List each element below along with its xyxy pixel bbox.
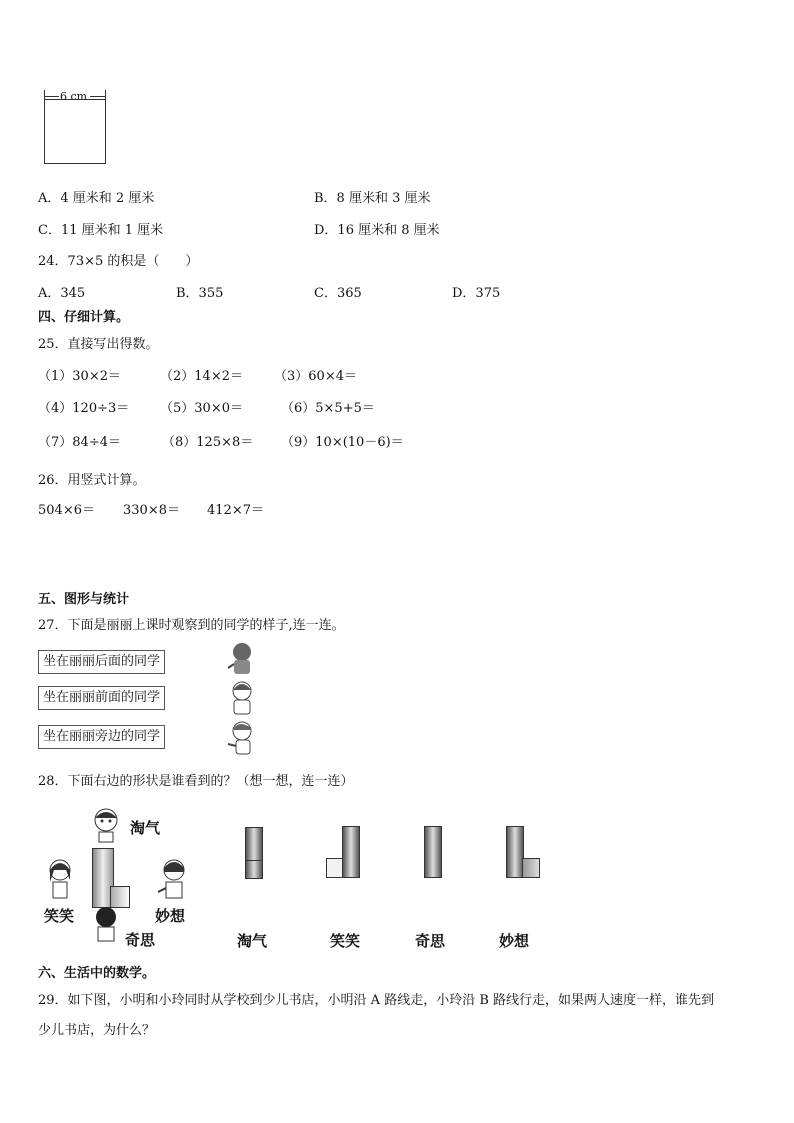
student-back-view-image	[224, 640, 260, 678]
q26-question: 26．用竖式计算。	[38, 473, 146, 488]
q25-question: 25．直接写出得数。	[38, 337, 159, 352]
miaoxiang-figure-image	[154, 856, 190, 904]
view-shape-1-divider	[245, 860, 261, 861]
q25-item: （6）5×5+5＝	[281, 401, 375, 416]
section-6-title: 六、生活中的数学。	[38, 966, 156, 981]
view-label-1: 淘气	[237, 932, 268, 950]
q29-line-2: 少儿书店，为什么？	[38, 1023, 156, 1038]
q25-item: （5）30×0＝	[160, 401, 243, 416]
q24-option-b: B．355	[176, 286, 224, 301]
qisi-label: 奇思	[125, 931, 156, 949]
q24-option-c: C．365	[314, 286, 362, 301]
view-label-3: 奇思	[415, 932, 446, 950]
q27-question: 27．下面是丽丽上课时观察到的同学的样子,连一连。	[38, 618, 345, 633]
xiaoxiao-label: 笑笑	[44, 907, 75, 925]
q26-item: 504×6＝	[38, 503, 95, 518]
q29-line-1: 29．如下图，小明和小玲同时从学校到少儿书店，小明沿 A 路线走，小玲沿 B 路线行走，如果两人速度一样，谁先到	[38, 993, 715, 1008]
section-5-title: 五、图形与统计	[38, 592, 130, 607]
q23-option-a: A．4 厘米和 2 厘米	[38, 191, 155, 206]
view-shape-4-small	[522, 858, 540, 878]
taoqi-figure-image	[90, 806, 130, 846]
view-label-2: 笑笑	[330, 932, 361, 950]
dimension-label: 6 cm	[60, 90, 88, 103]
q25-item: （9）10×(10－6)＝	[281, 435, 404, 450]
q26-item: 412×7＝	[207, 503, 264, 518]
q25-item: （4）120÷3＝	[38, 401, 130, 416]
q23-option-c: C．11 厘米和 1 厘米	[38, 223, 164, 238]
miaoxiang-label: 妙想	[155, 907, 186, 925]
q25-item: （3）60×4＝	[274, 369, 357, 384]
q25-item: （7）84÷4＝	[38, 435, 121, 450]
q24-question: 24．73×5 的积是（ ）	[38, 254, 199, 269]
student-front-view-image	[224, 680, 260, 718]
q24-option-a: A．345	[38, 286, 86, 301]
q25-item: （1）30×2＝	[38, 369, 121, 384]
view-shape-3	[424, 826, 442, 878]
q23-option-b: B．8 厘米和 3 厘米	[314, 191, 431, 206]
q24-option-d: D．375	[452, 286, 501, 301]
q26-item: 330×8＝	[123, 503, 180, 518]
square-figure	[44, 99, 106, 164]
qisi-figure-image	[92, 905, 122, 945]
xiaoxiao-figure-image	[44, 856, 78, 904]
student-side-view-image	[224, 720, 260, 758]
q27-box-side: 坐在丽丽旁边的同学	[38, 725, 165, 749]
view-shape-2-tall	[342, 826, 360, 878]
view-label-4: 妙想	[499, 932, 530, 950]
q23-option-d: D．16 厘米和 8 厘米	[314, 223, 440, 238]
q25-item: （2）14×2＝	[160, 369, 243, 384]
view-shape-1	[245, 827, 263, 879]
taoqi-label: 淘气	[130, 819, 161, 837]
q27-box-front: 坐在丽丽前面的同学	[38, 686, 165, 710]
q27-box-behind: 坐在丽丽后面的同学	[38, 650, 165, 674]
q28-question: 28．下面右边的形状是谁看到的？（想一想，连一连）	[38, 774, 354, 789]
section-4-title: 四、仔细计算。	[38, 310, 130, 325]
q25-item: （8）125×8＝	[162, 435, 254, 450]
